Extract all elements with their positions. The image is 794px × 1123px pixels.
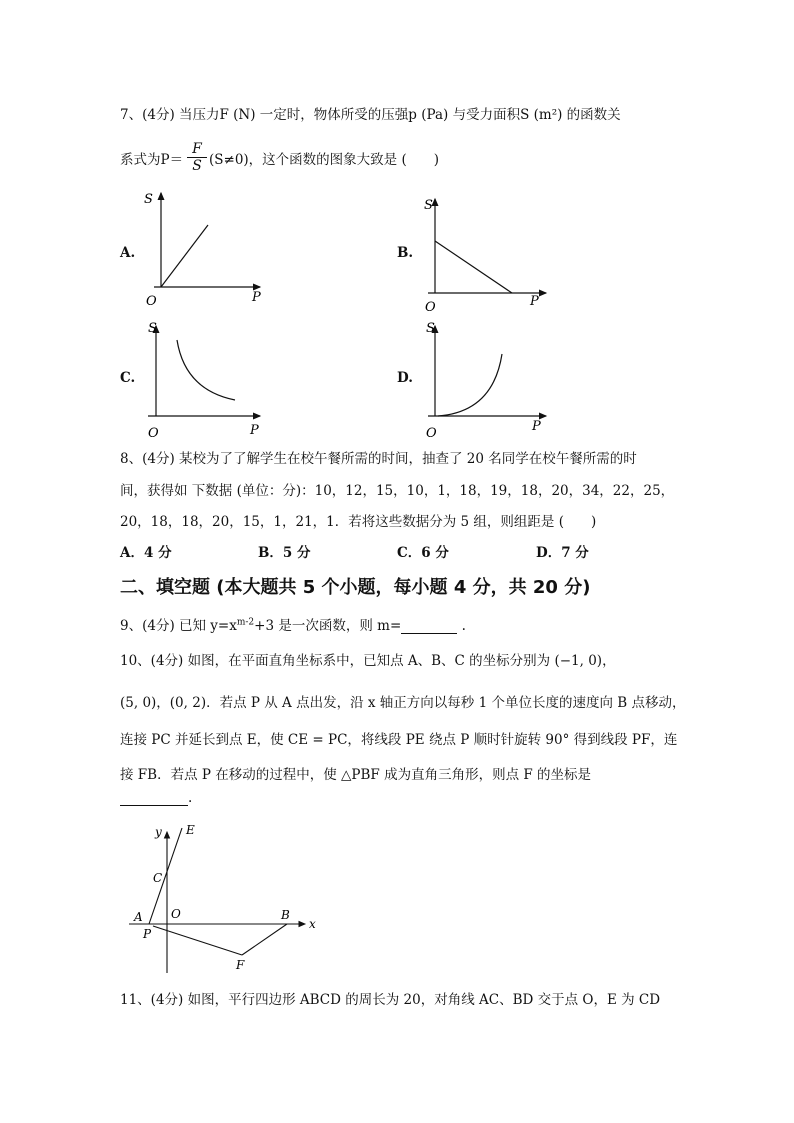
q9-answer-blank <box>401 619 457 634</box>
q7-graph-a-curve <box>161 225 208 287</box>
q7-graph-d-curve <box>438 354 502 416</box>
q7-graph-a <box>140 185 270 315</box>
q9-suffix: +3 是一次函数，则 m= <box>254 618 402 634</box>
q10-line1: 10、(4分) 如图，在平面直角坐标系中，已知点 A、B、C 的坐标分别为 (−1, 0)， <box>120 653 616 669</box>
q7-option-b-label: B. <box>397 245 414 261</box>
axis-x-label: P <box>252 290 261 305</box>
q7-line2-prefix: 系式为P＝ <box>120 152 184 168</box>
q10-line3: 连接 PC 并延长到点 E，使 CE = PC，将线段 PE 绕点 P 顺时针旋转 90° 得到线段 PF，连 <box>120 732 678 748</box>
q8-line2: 间，获得如 下数据 (单位：分)：10，12，15，10，1，18，19，18，20，34，22，25， <box>120 483 675 499</box>
origin-label: O <box>148 426 159 441</box>
label-x: x <box>309 917 316 931</box>
q9-line <box>120 614 466 634</box>
q9-prefix: 9、(4分) 已知 y=x <box>120 618 237 634</box>
origin-label: O <box>425 300 436 315</box>
q9-end: . <box>461 618 466 634</box>
axis-x-label: P <box>250 423 259 438</box>
axis-y-label: S <box>424 198 433 213</box>
q7-graph-c-curve <box>177 340 235 400</box>
q10-line2: (5, 0)，(0, 2)．若点 P 从 A 点出发，沿 x 轴正方向以每秒 1 个单位长度的速度向 B 点移动， <box>120 695 686 711</box>
q10-end: . <box>188 790 193 806</box>
q8-choice-c: C．6 分 <box>397 545 449 561</box>
axis-y-label: S <box>148 321 157 336</box>
axis-y-label: S <box>426 321 435 336</box>
label-B: B <box>281 908 290 922</box>
label-E: E <box>186 823 195 837</box>
label-O: O <box>171 907 181 921</box>
q7-line1: 7、(4分) 当压力F (N) 一定时，物体所受的压强p (Pa) 与受力面积S (m²) 的函数关 <box>120 107 621 123</box>
axis-x-label: P <box>532 419 541 434</box>
q8-choice-b: B．5 分 <box>258 545 311 561</box>
origin-label: O <box>426 426 437 441</box>
q7-option-d-label: D. <box>397 370 413 386</box>
axis-y-label: S <box>144 192 153 207</box>
q10-figure <box>125 820 330 975</box>
q10-line-FB <box>242 924 287 955</box>
label-y: y <box>155 825 162 839</box>
q7-option-a-label: A. <box>120 245 136 261</box>
q7-fraction-denominator: S <box>192 158 202 174</box>
q7-graph-b-curve <box>435 241 512 293</box>
label-A: A <box>134 910 143 924</box>
q8-line1: 8、(4分) 某校为了了解学生在校午餐所需的时间，抽查了 20 名同学在校午餐所需的时 <box>120 451 637 467</box>
q7-fraction <box>187 141 207 174</box>
q8-choice-d: D．7 分 <box>536 545 589 561</box>
q7-graph-c <box>140 318 270 443</box>
axis-x-label: P <box>530 294 539 309</box>
q9-exponent: m-2 <box>236 617 255 628</box>
label-C: C <box>153 871 163 885</box>
q7-line2-suffix: (S≠0)，这个函数的图象大致是 ( ) <box>209 152 440 168</box>
label-F: F <box>236 958 245 972</box>
section-title: 二、填空题 (本大题共 5 个小题，每小题 4 分，共 20 分) <box>120 577 591 598</box>
q7-fraction-numerator: F <box>192 141 202 157</box>
q10-line5 <box>120 790 192 806</box>
q7-graph-b <box>418 193 558 318</box>
q7-graph-d <box>418 318 558 443</box>
q8-line3: 20，18，18，20，15，1，21，1．若将这些数据分为 5 组，则组距是 ( ) <box>120 514 597 530</box>
q11-line1: 11、(4分) 如图，平行四边形 ABCD 的周长为 20，对角线 AC、BD 交于点 O，E 为 CD <box>120 992 661 1008</box>
q10-line4: 接 FB．若点 P 在移动的过程中，使 △PBF 成为直角三角形，则点 F 的坐标是 <box>120 767 592 783</box>
q8-choice-a: A．4 分 <box>120 545 172 561</box>
q10-answer-blank <box>120 791 188 806</box>
label-P: P <box>143 927 152 941</box>
origin-label: O <box>146 294 157 309</box>
q10-line-PF <box>153 926 242 955</box>
q7-option-c-label: C. <box>120 370 136 386</box>
